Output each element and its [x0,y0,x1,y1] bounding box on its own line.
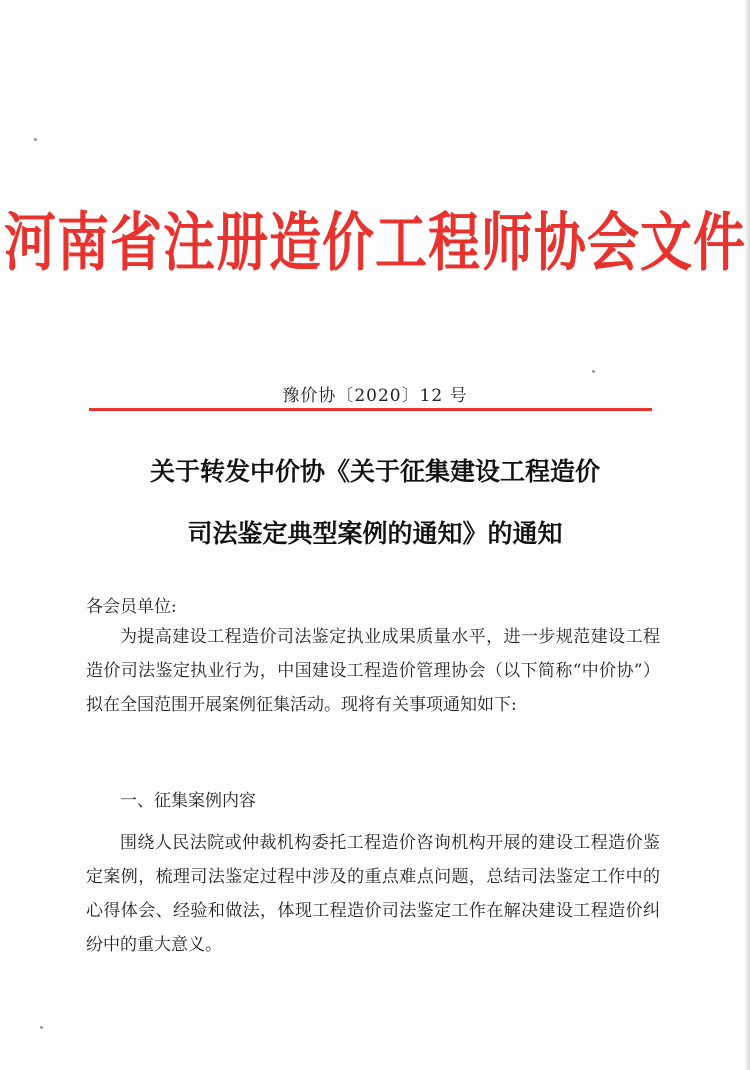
document-number: 豫价协〔2020〕12 号 [282,386,468,406]
letterhead-title: 河南省注册造价工程师协会文件 [3,207,746,281]
scan-speck [34,138,37,141]
red-divider-line [89,408,652,411]
salutation: 各会员单位: [86,597,177,617]
notice-title-line-2: 司法鉴定典型案例的通知》的通知 [187,519,563,548]
body-paragraph-2: 围绕人民法院或仲裁机构委托工程造价咨询机构开展的建设工程造价鉴定案例，梳理司法鉴定过程中涉及的重点难点问题，总结司法鉴定工作中的心得体会、经验和做法，体现工程造价司法鉴定工作在解决建设工程造价纠纷中的重大意义。 [86,833,660,955]
body-paragraph-1: 为提高建设工程造价司法鉴定执业成果质量水平，进一步规范建设工程造价司法鉴定执业行为，中国建设工程造价管理协会（以下简称“中价协”）拟在全国范围开展案例征集活动。现将有关事项通知如下: [86,627,660,715]
scan-speck [40,1026,43,1029]
scan-speck [592,370,595,373]
notice-title-line-1: 关于转发中价协《关于征集建设工程造价 [149,457,600,486]
section-heading-1: 一、征集案例内容 [120,791,256,811]
